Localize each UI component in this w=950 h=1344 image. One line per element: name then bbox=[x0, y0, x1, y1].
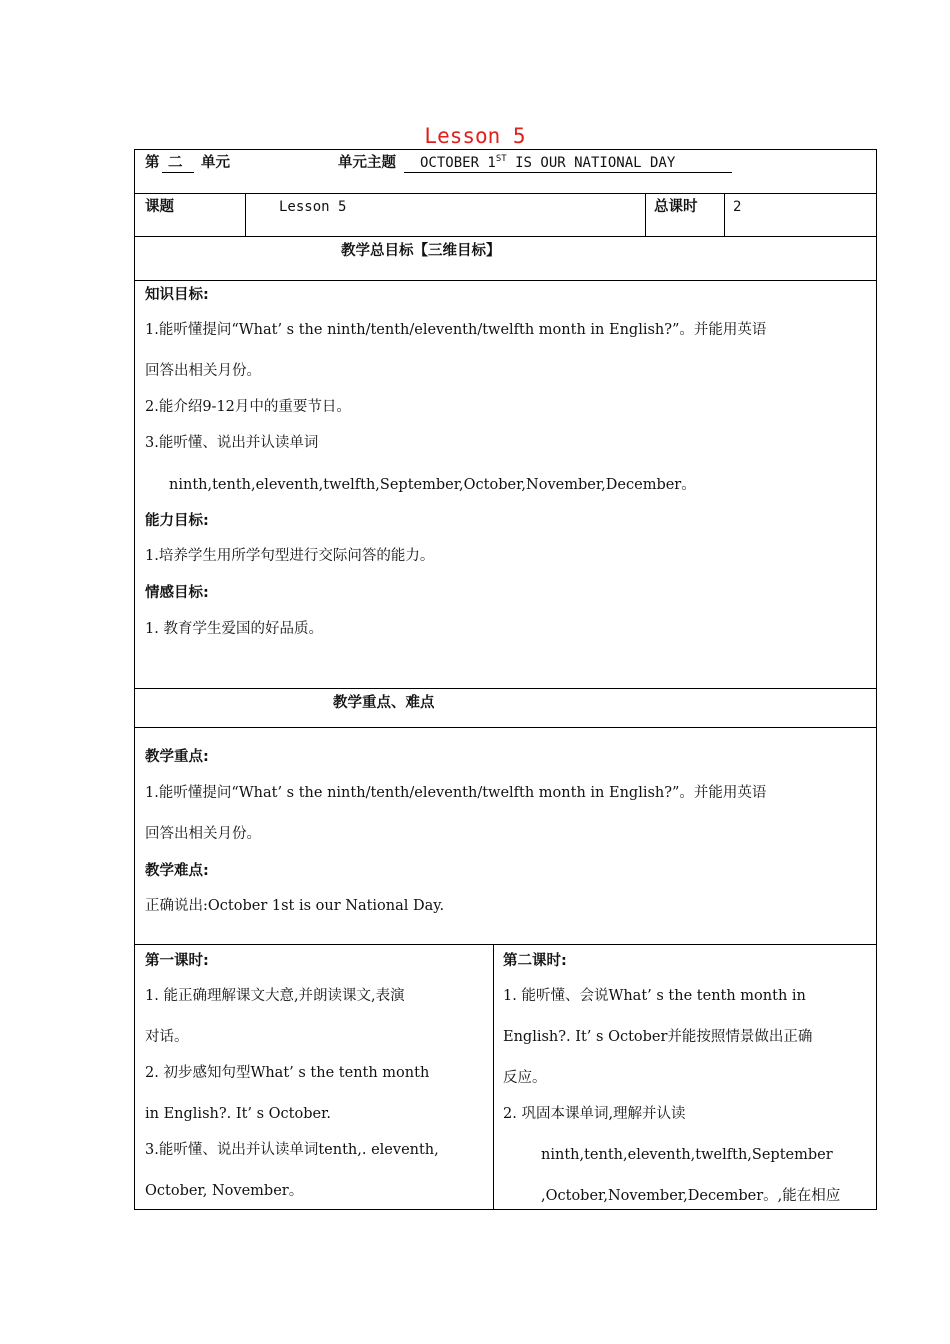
period-one-line-4: in English?. It’ s October. bbox=[145, 1106, 332, 1122]
document-title: Lesson 5 bbox=[424, 124, 526, 148]
difficulty-label: 教学难点: bbox=[145, 863, 209, 879]
knowledge-goal-label: 知识目标: bbox=[145, 287, 209, 303]
period-two-line-2: English?. It’ s October并能按照情景做出正确 bbox=[503, 1029, 813, 1045]
period-two-line-1: 1. 能听懂、会说What’ s the tenth month in bbox=[503, 988, 806, 1004]
knowledge-goal-1: 1.能听懂提问“What’ s the ninth/tenth/eleventh/twelfth month in English?”。并能用英语 bbox=[145, 322, 767, 338]
knowledge-goal-1-cont: 回答出相关月份。 bbox=[145, 363, 261, 379]
theme-value: OCTOBER 1ST IS OUR NATIONAL DAY bbox=[420, 154, 676, 171]
emotion-goal-label: 情感目标: bbox=[145, 585, 209, 601]
total-hours-value: 2 bbox=[733, 199, 742, 215]
period-one-line-2: 对话。 bbox=[145, 1029, 189, 1045]
ability-goal-1: 1.培养学生用所学句型进行交际问答的能力。 bbox=[145, 548, 435, 564]
period-two-line-3: 反应。 bbox=[503, 1070, 547, 1086]
period-one-line-6: October, November。 bbox=[145, 1183, 304, 1199]
key-point-1: 1.能听懂提问“What’ s the ninth/tenth/eleventh/twelfth month in English?”。并能用英语 bbox=[145, 785, 767, 801]
difficulty-1: 正确说出:October 1st is our National Day. bbox=[145, 898, 445, 914]
focus-header: 教学重点、难点 bbox=[333, 695, 435, 711]
period-two-label: 第二课时: bbox=[503, 953, 567, 969]
period-one-line-3: 2. 初步感知句型What’ s the tenth month bbox=[145, 1065, 430, 1081]
emotion-goal-1: 1. 教育学生爱国的好品质。 bbox=[145, 621, 323, 637]
ability-goal-label: 能力目标: bbox=[145, 513, 209, 529]
knowledge-goal-3-words: ninth,tenth,eleventh,twelfth,September,October,November,December。 bbox=[169, 477, 696, 493]
key-point-label: 教学重点: bbox=[145, 749, 209, 765]
key-point-1-cont: 回答出相关月份。 bbox=[145, 826, 261, 842]
goals-header: 教学总目标【三维目标】 bbox=[341, 243, 501, 259]
unit-number: 二 bbox=[168, 155, 183, 171]
period-one-line-1: 1. 能正确理解课文大意,并朗读课文,表演 bbox=[145, 988, 405, 1004]
period-two-line-6: ,October,November,December。,能在相应 bbox=[541, 1188, 841, 1204]
topic-label: 课题 bbox=[145, 199, 174, 215]
period-two-line-4: 2. 巩固本课单词,理解并认读 bbox=[503, 1106, 686, 1122]
theme-label: 单元主题 bbox=[338, 155, 396, 171]
topic-value: Lesson 5 bbox=[279, 199, 347, 215]
knowledge-goal-2: 2.能介绍9-12月中的重要节日。 bbox=[145, 399, 351, 415]
unit-prefix: 第 bbox=[145, 155, 160, 171]
period-two-line-5: ninth,tenth,eleventh,twelfth,September bbox=[541, 1147, 833, 1163]
total-hours-label: 总课时 bbox=[654, 199, 698, 215]
period-one-label: 第一课时: bbox=[145, 953, 209, 969]
unit-suffix: 单元 bbox=[201, 155, 230, 171]
knowledge-goal-3: 3.能听懂、说出并认读单词 bbox=[145, 435, 319, 451]
period-one-line-5: 3.能听懂、说出并认读单词tenth,. eleventh, bbox=[145, 1142, 439, 1158]
